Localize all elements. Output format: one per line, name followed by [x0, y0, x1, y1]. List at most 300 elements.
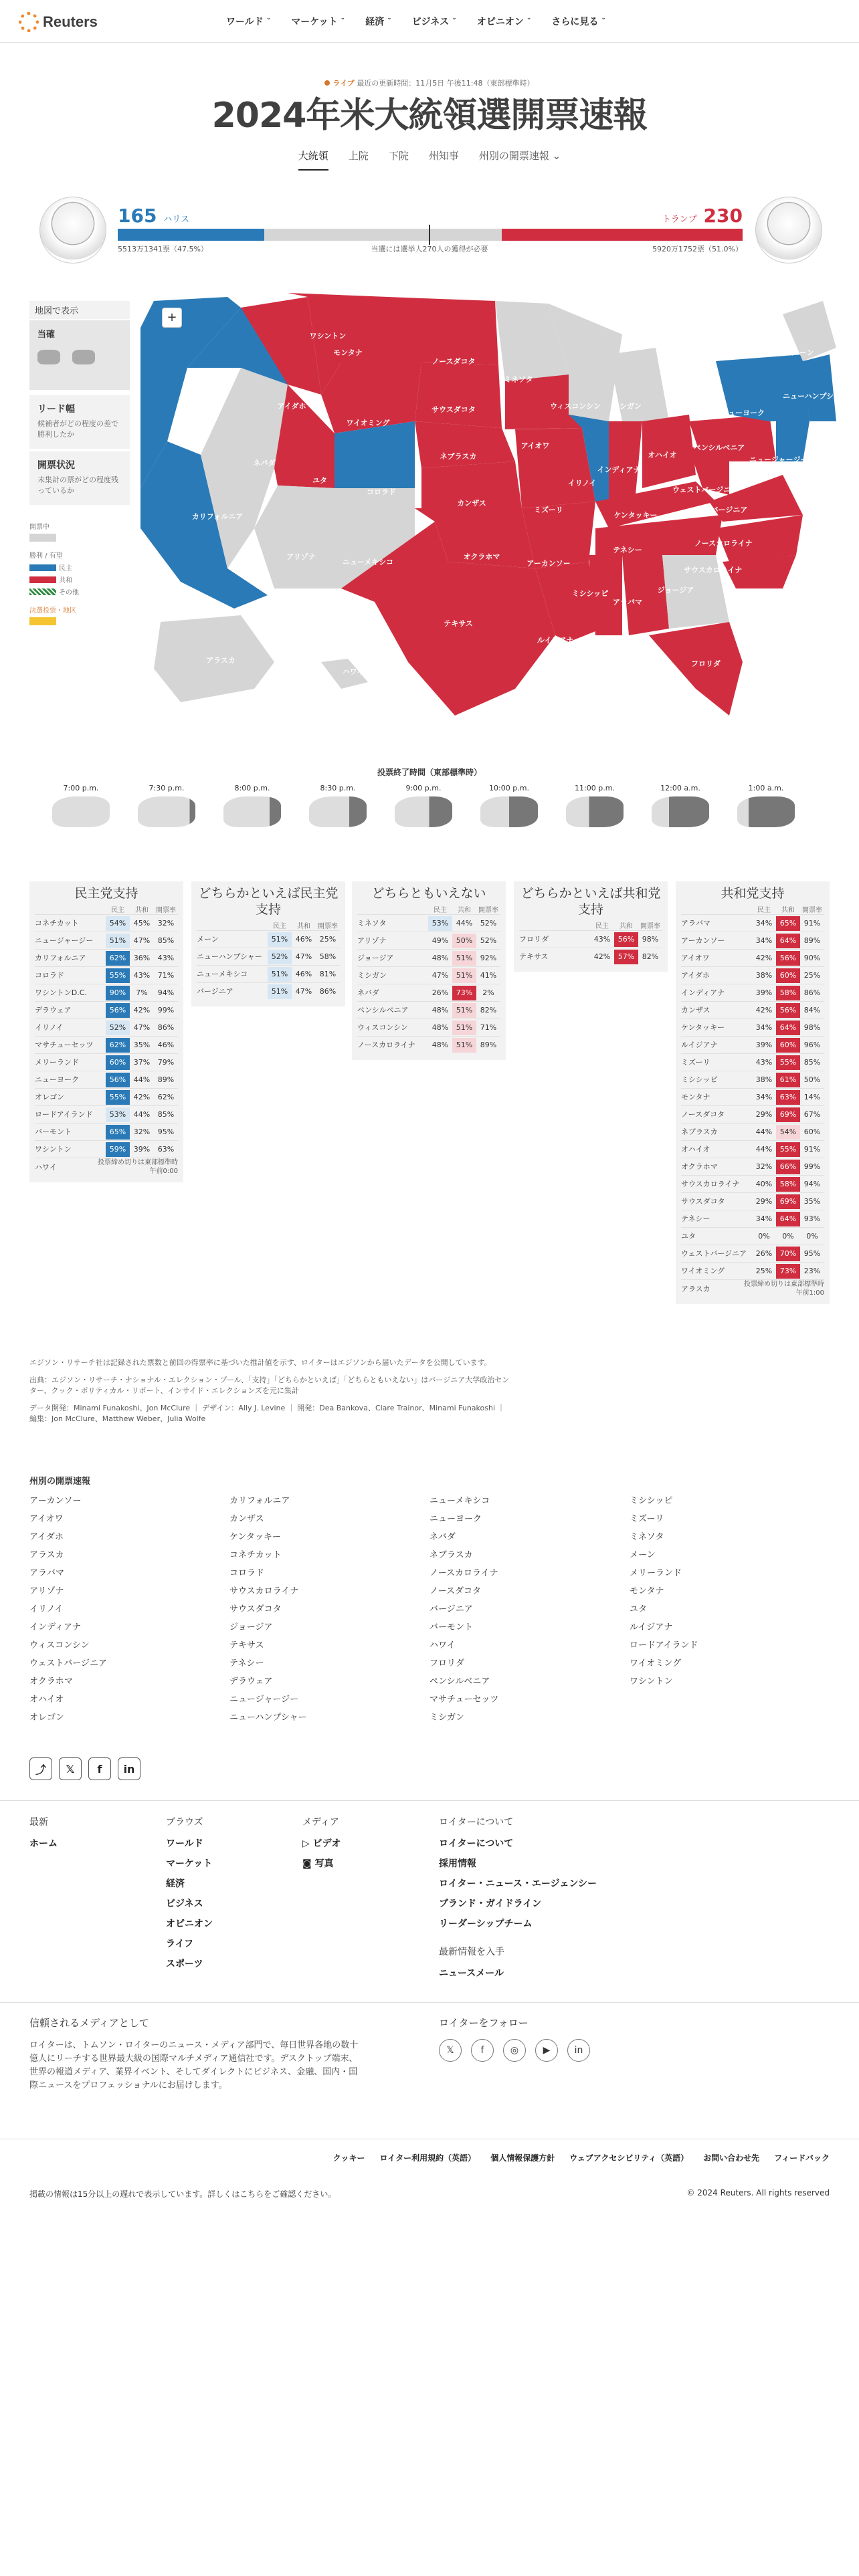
view-lead-label: リード幅	[37, 404, 75, 415]
state-label[interactable]: アリゾナ	[286, 552, 316, 561]
table-row[interactable]	[35, 1088, 178, 1105]
state-link[interactable]: サウスダコタ	[229, 1604, 282, 1614]
tab-house[interactable]: 下院	[388, 150, 409, 162]
state-label[interactable]: ミシシッピ	[571, 589, 609, 598]
state-label[interactable]: ミネソタ	[504, 375, 533, 384]
dem-share: 51%	[268, 932, 292, 947]
footer-link-sports[interactable]: スポーツ	[166, 1959, 203, 1969]
footer-link-agency[interactable]: ロイター・ニュース・エージェンシー	[439, 1879, 597, 1889]
dem-share: 90%	[106, 986, 130, 1000]
facebook-icon[interactable]: f	[471, 2039, 494, 2062]
reporting-pct: 62%	[157, 1092, 175, 1101]
table-row[interactable]	[35, 1071, 178, 1088]
state-link[interactable]: テキサス	[229, 1640, 264, 1650]
footer-link-markets[interactable]: マーケット	[166, 1858, 213, 1869]
table-row[interactable]	[681, 914, 824, 932]
table-header	[197, 920, 340, 930]
timeline-step[interactable]	[736, 784, 796, 827]
state-name: メーン	[197, 935, 219, 944]
dem-share: 34%	[755, 1092, 773, 1101]
state-link[interactable]: サウスカロライナ	[229, 1586, 299, 1596]
table-row[interactable]	[35, 1001, 178, 1018]
timeline-time: 12:00 a.m.	[660, 784, 700, 792]
harris-score	[118, 205, 189, 227]
state-link[interactable]: オハイオ	[29, 1695, 64, 1705]
state-label[interactable]: オハイオ	[648, 451, 677, 459]
rep-share: 64%	[776, 1021, 800, 1035]
nav-more[interactable]: さらに見る	[551, 17, 599, 27]
state-label[interactable]: ユタ	[312, 476, 327, 485]
state-label[interactable]: インディアナ	[597, 465, 641, 474]
state-label[interactable]: カリフォルニア	[191, 512, 244, 521]
legal-feedback[interactable]: フィードバック	[774, 2153, 830, 2163]
state-link[interactable]: フロリダ	[430, 1658, 465, 1669]
timeline-step[interactable]	[479, 784, 539, 827]
legal-contact[interactable]: お問い合わせ先	[703, 2153, 760, 2163]
dem-share: 0%	[758, 1231, 770, 1241]
state-link[interactable]: ニューメキシコ	[430, 1496, 490, 1506]
state-link[interactable]: デラウェア	[229, 1677, 273, 1687]
state-label[interactable]: アラスカ	[206, 656, 235, 665]
state-link[interactable]: イリノイ	[29, 1604, 64, 1614]
state-label[interactable]: ルイジアナ	[537, 636, 574, 645]
column-header: 共和	[297, 923, 310, 930]
state-name: ハワイ	[35, 1162, 57, 1172]
live-tag: ライブ	[332, 79, 355, 88]
dem-share: 47%	[432, 970, 449, 980]
state-link[interactable]: ニューハンプシャー	[229, 1713, 307, 1723]
table-row[interactable]	[357, 1036, 500, 1053]
state-name: ウィスコンシン	[357, 1023, 408, 1032]
dem-share: 43%	[755, 1057, 773, 1067]
state-label[interactable]: ハワイ	[342, 667, 365, 676]
table-row[interactable]	[357, 1018, 500, 1036]
state-label[interactable]: ネブラスカ	[440, 452, 477, 461]
dem-share: 42%	[593, 952, 611, 961]
rep-share: 42%	[133, 1092, 151, 1101]
x-icon[interactable]: 𝕏	[439, 2039, 462, 2062]
table-row[interactable]	[197, 948, 340, 965]
state-label[interactable]: バージニア	[710, 506, 748, 514]
nav-opinion[interactable]: オピニオン	[476, 17, 524, 27]
timeline-step[interactable]	[136, 784, 197, 827]
footer-link-careers[interactable]: 採用情報	[439, 1858, 476, 1869]
table-row[interactable]	[681, 949, 824, 966]
page-title: 2024年米大統領選開票速報	[211, 96, 648, 136]
tab-governor[interactable]: 州知事	[428, 150, 459, 162]
table-row[interactable]	[357, 984, 500, 1001]
state-link[interactable]: アイオワ	[29, 1514, 64, 1524]
table-row[interactable]	[35, 1036, 178, 1053]
nav-economy[interactable]: 経済	[365, 17, 385, 27]
tab-senate[interactable]: 上院	[348, 150, 369, 162]
reporting-pct: 93%	[803, 1214, 821, 1223]
state-name: ニュージャージー	[35, 936, 94, 945]
table-row[interactable]	[681, 1123, 824, 1140]
state-label[interactable]: カンザス	[457, 499, 486, 508]
state-label[interactable]: ノースカロライナ	[694, 539, 753, 548]
timeline-time: 10:00 p.m.	[489, 784, 529, 792]
table-row[interactable]	[35, 1018, 178, 1036]
state-link[interactable]: バージニア	[430, 1604, 473, 1614]
state-link[interactable]: オクラホマ	[29, 1677, 73, 1687]
state-label[interactable]: ニュージャージー	[749, 455, 808, 464]
column-header: 民主	[757, 907, 771, 914]
state-name: ニューメキシコ	[197, 970, 248, 978]
dem-share: 48%	[432, 1023, 449, 1032]
timeline-step[interactable]	[222, 784, 282, 827]
dem-share: 55%	[106, 968, 130, 983]
state-label[interactable]: ウィスコンシン	[550, 402, 601, 411]
table-row[interactable]	[681, 1227, 824, 1245]
footer-link-economy[interactable]: 経済	[166, 1879, 185, 1889]
dem-share: 44%	[755, 1127, 773, 1136]
state-link[interactable]: ジョージア	[229, 1622, 273, 1632]
table-row[interactable]	[681, 1105, 824, 1123]
footer-divider-2	[0, 2002, 859, 2003]
timeline-time: 8:00 p.m.	[234, 784, 270, 792]
state-label[interactable]: ネバダ	[253, 459, 276, 467]
table-row[interactable]	[35, 1105, 178, 1123]
table-row[interactable]	[519, 948, 662, 965]
table-row[interactable]	[357, 1001, 500, 1018]
table-row[interactable]	[681, 1071, 824, 1088]
state-label[interactable]: ウェストバージニア	[672, 486, 739, 494]
state-link[interactable]: ネブラスカ	[430, 1550, 473, 1560]
state-name: ノースダコタ	[681, 1110, 725, 1119]
footer-link-photo[interactable]	[302, 1856, 341, 1870]
rep-share: 37%	[133, 1057, 151, 1067]
footer-link-leadership[interactable]: リーダーシップチーム	[439, 1919, 533, 1929]
state-link[interactable]: テネシー	[229, 1658, 264, 1669]
table-row[interactable]	[35, 966, 178, 984]
linkedin-icon[interactable]: in	[118, 1757, 140, 1780]
table-row[interactable]	[35, 1140, 178, 1158]
table-row[interactable]	[681, 1001, 824, 1018]
dem-share: 54%	[106, 916, 130, 931]
state-name: マサチューセッツ	[35, 1041, 94, 1049]
state-link[interactable]: アリゾナ	[29, 1586, 64, 1596]
zoom-in-icon[interactable]: +	[162, 308, 182, 328]
state-link[interactable]: ロードアイランド	[630, 1640, 698, 1650]
state-name: ニューハンプシャー	[197, 952, 262, 961]
state-link[interactable]: アラスカ	[29, 1550, 64, 1560]
state-link[interactable]: ミシガン	[430, 1713, 465, 1723]
state-link[interactable]: ワイオミング	[630, 1658, 681, 1669]
view-lead[interactable]	[29, 395, 130, 449]
state-name: フロリダ	[519, 935, 549, 944]
rep-share: 64%	[776, 1212, 800, 1226]
state-label[interactable]: モンタナ	[333, 348, 363, 357]
table-row[interactable]	[681, 1262, 824, 1279]
table-row[interactable]	[197, 930, 340, 948]
table-row[interactable]	[357, 932, 500, 949]
state-label[interactable]: オレゴン	[205, 379, 234, 387]
state-link[interactable]: アイダホ	[29, 1532, 64, 1542]
dem-share: 56%	[106, 1073, 130, 1087]
table-row[interactable]	[197, 965, 340, 982]
state-label[interactable]: ニューヨーク	[721, 409, 765, 417]
rep-share: 70%	[776, 1247, 800, 1261]
legend-yellow-swatch	[29, 617, 56, 625]
state-link[interactable]: アーカンソー	[29, 1496, 82, 1506]
state-label[interactable]: ワシントン	[309, 332, 347, 340]
nav-world[interactable]: ワールド	[226, 17, 264, 27]
chevron-down-icon: ⌄	[387, 15, 392, 21]
timeline-step[interactable]	[393, 784, 454, 827]
state-name: コネチカット	[35, 919, 79, 928]
reporting-pct: 23%	[803, 1266, 821, 1275]
state-label[interactable]: ミズーリ	[534, 506, 563, 514]
state-label[interactable]: コロラド	[367, 488, 396, 496]
state-label[interactable]: ケンタッキー	[613, 511, 658, 520]
table-row[interactable]	[681, 1210, 824, 1227]
state-label[interactable]: オクラホマ	[463, 552, 500, 561]
table-row[interactable]	[681, 1088, 824, 1105]
chevron-down-icon: ⌄	[452, 15, 457, 21]
table-row[interactable]	[197, 982, 340, 1000]
footer-link-about[interactable]: ロイターについて	[439, 1838, 514, 1849]
table-row[interactable]	[681, 984, 824, 1001]
state-link[interactable]: ルイジアナ	[630, 1622, 673, 1632]
view-count-sub: 未集計の票がどの程度残っているか	[37, 475, 118, 495]
rating-table-title: 共和党支持	[721, 886, 785, 901]
state-link[interactable]: ノースカロライナ	[430, 1568, 498, 1578]
timeline-step[interactable]	[51, 784, 111, 827]
facebook-icon[interactable]: f	[88, 1757, 111, 1780]
state-link[interactable]: ハワイ	[430, 1640, 456, 1650]
rep-share: 56%	[776, 1003, 800, 1018]
state-link[interactable]: ミネソタ	[630, 1532, 664, 1542]
view-count[interactable]	[29, 451, 130, 505]
live-dot-icon	[324, 80, 330, 86]
rating-table	[29, 881, 183, 1182]
state-label[interactable]: イリノイ	[567, 479, 597, 488]
state-name: アラスカ	[681, 1284, 710, 1293]
state-label[interactable]: テキサス	[444, 619, 473, 628]
table-row[interactable]	[681, 1140, 824, 1158]
table-row[interactable]	[357, 914, 500, 932]
reporting-pct: 14%	[803, 1092, 821, 1101]
table-row[interactable]	[35, 932, 178, 949]
table-row[interactable]	[35, 1053, 178, 1071]
column-header: 民主	[111, 907, 124, 914]
state-label[interactable]: テネシー	[613, 546, 642, 554]
state-label[interactable]: サウスダコタ	[432, 405, 476, 414]
dem-share: 49%	[432, 936, 449, 945]
reporting-pct: 86%	[157, 1023, 175, 1032]
state-link[interactable]: ペンシルベニア	[430, 1677, 490, 1687]
table-row[interactable]	[681, 1018, 824, 1036]
state-link[interactable]: オレゴン	[29, 1713, 65, 1723]
nav-business[interactable]: ビジネス	[411, 17, 450, 27]
state-link[interactable]: ノースダコタ	[430, 1586, 481, 1596]
table-row[interactable]	[35, 914, 178, 932]
reporting-pct: 71%	[157, 970, 175, 980]
state-label[interactable]: ジョージア	[657, 586, 694, 595]
state-link[interactable]: ウィスコンシン	[29, 1640, 90, 1650]
bar-midline	[429, 225, 430, 245]
legend-runoff: 決選投票・地区	[29, 607, 76, 615]
state-name: ユタ	[681, 1232, 696, 1241]
footer-link-opinion[interactable]: オピニオン	[166, 1919, 213, 1929]
footer-link-life[interactable]: ライフ	[166, 1939, 194, 1949]
table-row[interactable]	[35, 1158, 178, 1176]
reporting-pct: 41%	[480, 970, 497, 980]
reporting-pct: 85%	[157, 1109, 175, 1119]
footer-link-newsletter[interactable]: ニュースメール	[439, 1968, 504, 1979]
trust-text: ロイターは、トムソン・ロイターのニュース・メディア部門で、毎日世界各地の数十億人にリーチする世界最大級の国際マルチメディア通信社です。デスクトップ端末、世界の報道メディア、業界イベント、そしてダイレクトにビジネス、金融、国内・国際ニュースをプロフェッショナルにお届けします。	[29, 2040, 359, 2090]
share-icon[interactable]: ⤴	[29, 1757, 52, 1780]
legal-terms[interactable]: ロイター利用規約（英語）	[379, 2153, 476, 2163]
state-link[interactable]: ケンタッキー	[229, 1532, 281, 1542]
trump-portrait	[745, 197, 832, 270]
state-link[interactable]: メーン	[630, 1550, 656, 1560]
legal-privacy[interactable]: 個人情報保護方針	[490, 2153, 555, 2163]
state-label[interactable]: ワイオミング	[346, 419, 390, 427]
state-link[interactable]: コロラド	[229, 1568, 265, 1578]
table-row[interactable]	[357, 949, 500, 966]
footer-latest-title: 最新	[29, 1817, 48, 1828]
state-name: テネシー	[681, 1214, 710, 1223]
table-row[interactable]	[681, 1053, 824, 1071]
state-label[interactable]: ニューメキシコ	[342, 558, 394, 566]
timeline-time: 9:00 p.m.	[405, 784, 442, 792]
state-link[interactable]: ウェストバージニア	[29, 1658, 107, 1669]
state-label[interactable]: サウスカロライナ	[684, 566, 743, 574]
rep-share: 60%	[776, 968, 800, 983]
footer-link-video[interactable]	[302, 1836, 341, 1850]
state-link[interactable]: バーモント	[430, 1622, 474, 1632]
state-link[interactable]: アラバマ	[29, 1568, 65, 1578]
footer-home-link[interactable]: ホーム	[29, 1838, 58, 1849]
table-row[interactable]	[519, 930, 662, 948]
state-name: ニューヨーク	[35, 1075, 79, 1084]
state-link[interactable]: ワシントン	[630, 1677, 673, 1687]
state-link[interactable]: ユタ	[630, 1604, 648, 1614]
state-link[interactable]: メリーランド	[630, 1568, 682, 1578]
state-link[interactable]: インディアナ	[29, 1622, 81, 1632]
reporting-pct: 95%	[803, 1249, 821, 1258]
state-link[interactable]: カリフォルニア	[229, 1496, 290, 1506]
x-icon[interactable]: 𝕏	[59, 1757, 82, 1780]
tab-states[interactable]	[479, 148, 561, 171]
view-current[interactable]	[29, 320, 130, 390]
table-row[interactable]	[35, 949, 178, 966]
reuters-logo[interactable]	[19, 12, 98, 32]
table-row[interactable]	[35, 984, 178, 1001]
table-row[interactable]	[681, 932, 824, 949]
table-row[interactable]	[681, 1192, 824, 1210]
state-link[interactable]: コネチカット	[229, 1550, 282, 1560]
table-row[interactable]	[681, 1158, 824, 1175]
table-row[interactable]	[681, 1245, 824, 1262]
dem-share: 34%	[755, 918, 773, 928]
state-label[interactable]: ミシガン	[612, 402, 642, 411]
state-link[interactable]: モンタナ	[630, 1586, 664, 1596]
state-name: ウェストバージニア	[681, 1249, 747, 1258]
state-link[interactable]: カンザス	[229, 1514, 264, 1524]
table-header	[681, 904, 824, 914]
footer-link-world[interactable]: ワールド	[166, 1838, 203, 1849]
state-label[interactable]: フロリダ	[691, 659, 721, 668]
rep-share: 51%	[452, 951, 476, 966]
state-label[interactable]: ニューハンプシャー	[783, 392, 848, 401]
state-link[interactable]: ミズーリ	[630, 1514, 664, 1524]
rating-table-title: どちらかといえば民主党支持	[198, 886, 339, 917]
state-label[interactable]: ペンシルベニア	[693, 443, 745, 452]
state-link[interactable]: ネバダ	[430, 1532, 456, 1542]
state-link	[630, 1710, 830, 1723]
dem-share: 56%	[106, 1003, 130, 1018]
nav-markets[interactable]: マーケット	[291, 17, 338, 27]
state-label[interactable]: メーン	[791, 348, 814, 357]
state-link[interactable]: ミシシッピ	[630, 1496, 673, 1506]
dem-share: 43%	[593, 934, 611, 944]
table-row[interactable]	[681, 1036, 824, 1053]
reporting-pct: 82%	[642, 952, 659, 961]
reporting-pct: 86%	[319, 986, 337, 996]
column-header: 民主	[273, 923, 286, 930]
legal-accessibility[interactable]: ウェブアクセシビリティ（英語）	[569, 2153, 689, 2163]
timeline-step[interactable]	[565, 784, 625, 827]
column-header: 開票率	[318, 923, 338, 930]
dem-share: 29%	[755, 1109, 773, 1119]
reporting-pct: 92%	[480, 953, 497, 962]
rep-share: 56%	[614, 932, 638, 947]
table-row[interactable]	[681, 1279, 824, 1297]
harris-votes: 165	[118, 205, 157, 227]
instagram-icon[interactable]: ◎	[503, 2039, 526, 2062]
timeline-step[interactable]	[308, 784, 368, 827]
state-name: ノースカロライナ	[357, 1041, 415, 1049]
linkedin-icon[interactable]: in	[567, 2039, 590, 2062]
table-row[interactable]	[357, 966, 500, 984]
table-row[interactable]	[681, 1175, 824, 1192]
us-electoral-map[interactable]	[140, 288, 848, 729]
state-name: ミズーリ	[681, 1058, 710, 1067]
legend-dem-swatch	[29, 564, 56, 571]
dem-share: 53%	[106, 1107, 130, 1122]
youtube-icon[interactable]: ▶	[535, 2039, 558, 2062]
state-name: アイオワ	[681, 954, 710, 962]
updated-time: 最近の更新時間：11月5日 午後11:48（東部標準時）	[357, 79, 535, 88]
reporting-pct: 91%	[803, 918, 821, 928]
legal-cookies[interactable]: クッキー	[332, 2153, 365, 2163]
state-results-list	[29, 1474, 830, 1723]
brand-name: Reuters	[43, 13, 98, 30]
dem-share: 26%	[432, 988, 449, 997]
state-label[interactable]: アーカンソー	[527, 559, 571, 568]
footer-link-business[interactable]: ビジネス	[166, 1899, 203, 1909]
state-label[interactable]: ノースダコタ	[432, 357, 476, 366]
state-link[interactable]: ニュージャージー	[229, 1695, 299, 1705]
footer-link-brand[interactable]: ブランド・ガイドライン	[439, 1899, 542, 1909]
state-link[interactable]: ニューヨーク	[430, 1514, 482, 1524]
state-label[interactable]: アイダホ	[277, 402, 306, 411]
share-buttons	[29, 1757, 140, 1780]
state-name: テキサス	[519, 952, 549, 961]
state-label[interactable]: アイオワ	[520, 441, 550, 450]
tab-president[interactable]: 大統領	[298, 148, 328, 171]
state-name: イリノイ	[35, 1023, 64, 1032]
table-row[interactable]	[35, 1123, 178, 1140]
state-link[interactable]: マサチューセッツ	[430, 1695, 499, 1705]
table-row[interactable]	[681, 966, 824, 984]
state-label[interactable]: アラバマ	[613, 598, 642, 607]
timeline-step[interactable]	[650, 784, 710, 827]
dem-share: 34%	[755, 1214, 773, 1223]
